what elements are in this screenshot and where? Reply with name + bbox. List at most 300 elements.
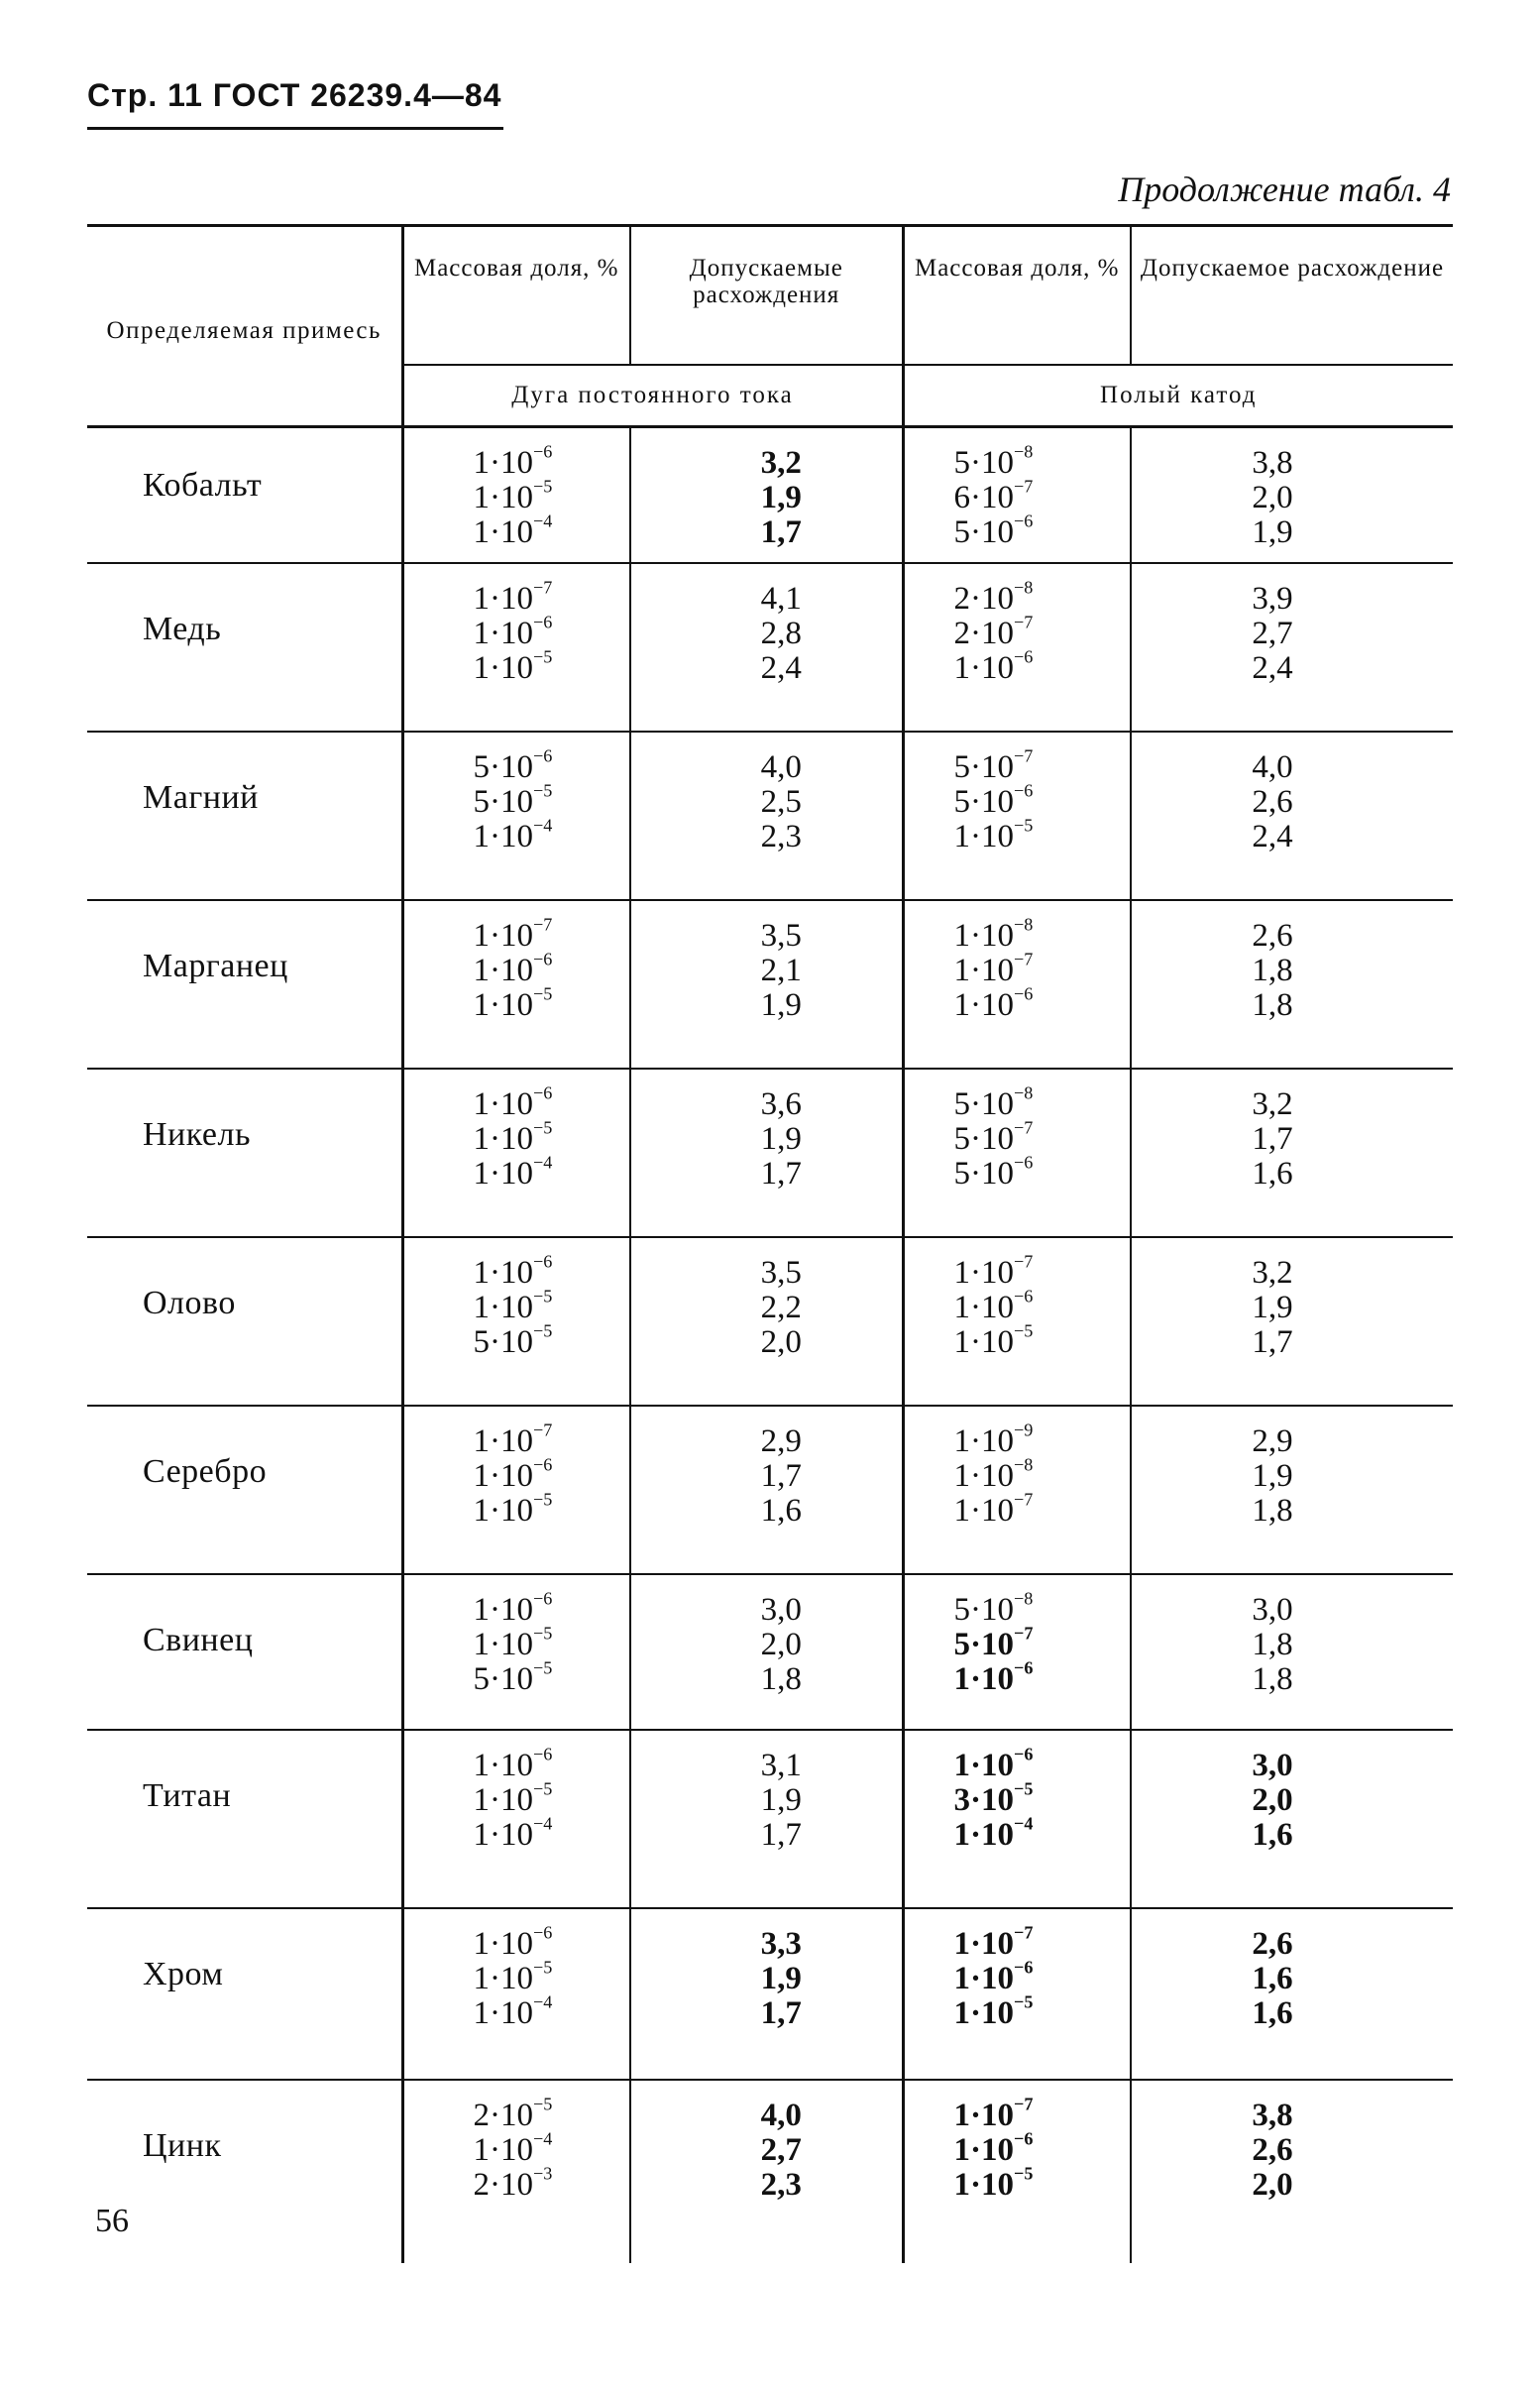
arc-deviation-cell [630,1730,903,1908]
table-row [87,1069,1453,1237]
hc-deviation-cell [1131,1237,1453,1406]
mantissa: 3·10 [953,1782,1015,1818]
exponent: −9 [1014,1420,1034,1440]
mass-fraction-value [953,1251,1131,1291]
deviation-value: 1,9 [760,987,802,1023]
mass-fraction-value [473,1489,630,1529]
mass-fraction-value [953,2094,1131,2133]
exponent: −6 [533,1251,553,1272]
deviation-value: 1,9 [1252,1290,1293,1325]
mantissa: 1·10 [473,987,533,1023]
exponent: −5 [533,476,553,497]
exponent: −4 [1014,1813,1034,1834]
arc-mass-fraction-cell [402,1574,630,1730]
hc-mass-fraction-cell [903,1237,1131,1406]
exponent: −6 [1014,983,1034,1004]
deviation-value: 2,5 [760,784,802,820]
exponent: −5 [533,1489,553,1510]
hc-mass-fraction-cell [903,1406,1131,1574]
exponent: −5 [1014,2163,1034,2184]
hc-deviation-cell [1131,1406,1453,1574]
deviation-value: 2,8 [760,616,802,651]
table-body [87,428,1453,2263]
exponent: −5 [533,2094,553,2114]
mantissa: 1·10 [473,1086,533,1122]
mantissa: 5·10 [953,749,1014,785]
page-header: Стр. 11 ГОСТ 26239.4—84 [87,77,502,113]
exponent: −5 [533,1957,553,1978]
mantissa: 1·10 [473,1458,533,1494]
deviation-value: 2,6 [1252,2132,1293,2168]
mantissa: 5·10 [953,1592,1014,1628]
mass-fraction-value [953,1623,1131,1662]
exponent: −8 [1014,441,1034,462]
deviation-value: 2,0 [1252,2167,1293,2203]
deviation-value: 2,0 [1252,480,1293,515]
exponent: −6 [533,1922,553,1943]
mantissa: 1·10 [473,514,533,550]
exponent: −7 [1014,612,1034,632]
mantissa: 1·10 [473,1423,533,1459]
mantissa: 5·10 [953,1156,1014,1192]
mass-fraction-value [953,914,1131,954]
header-arc-mass-fraction: Массовая доля, % [402,227,630,365]
hc-deviation-cell [1131,1574,1453,1730]
arc-mass-fraction-cell [402,1908,630,2080]
table-row [87,1908,1453,2080]
mantissa: 1·10 [473,616,533,651]
exponent: −6 [533,1744,553,1764]
exponent: −8 [1014,1082,1034,1103]
mass-fraction-value [953,511,1131,550]
exponent: −7 [533,577,553,598]
mantissa: 5·10 [473,1661,533,1697]
arc-deviation-cell [630,428,903,563]
deviation-value: 3,3 [760,1926,802,1962]
deviation-value: 2,0 [1252,1782,1293,1818]
mantissa: 1·10 [953,1817,1015,1853]
exponent: −7 [1014,1922,1034,1943]
mantissa: 1·10 [953,918,1014,954]
deviation-value: 4,0 [760,749,802,785]
mantissa: 1·10 [953,1926,1015,1962]
mantissa: 2·10 [953,616,1014,651]
exponent: −6 [1014,1657,1034,1678]
mantissa: 1·10 [473,1156,533,1192]
exponent: −6 [533,1082,553,1103]
deviation-value: 3,1 [760,1748,802,1783]
mass-fraction-value [953,1152,1131,1192]
mantissa: 1·10 [953,1290,1014,1325]
deviation-value: 3,8 [1252,2098,1293,2133]
table-row [87,732,1453,900]
arc-mass-fraction-cell [402,1406,630,1574]
element-name: Свинец [87,1574,402,1730]
mantissa: 5·10 [953,514,1014,550]
exponent: −8 [1014,577,1034,598]
exponent: −5 [1014,1778,1034,1799]
deviation-value: 1,9 [1252,1458,1293,1494]
deviation-value: 1,8 [1252,953,1293,988]
mass-fraction-value [953,745,1131,785]
mantissa: 1·10 [473,2132,533,2168]
mantissa: 1·10 [473,1995,533,2031]
hc-mass-fraction-cell [903,900,1131,1069]
mass-fraction-value [953,1744,1131,1783]
mass-fraction-value [953,1957,1131,1996]
deviation-value: 1,8 [1252,987,1293,1023]
mantissa: 1·10 [953,1661,1015,1697]
deviation-value: 4,0 [1252,749,1293,785]
hc-mass-fraction-cell [903,563,1131,732]
deviation-value: 3,0 [760,1592,802,1628]
exponent: −6 [533,612,553,632]
arc-deviation-cell [630,1574,903,1730]
impurity-table [87,224,1453,2263]
exponent: −5 [533,983,553,1004]
mass-fraction-value [953,1420,1131,1459]
deviation-value: 1,6 [760,1493,802,1529]
mass-fraction-value [953,1320,1131,1360]
mass-fraction-value [953,983,1131,1023]
mass-fraction-value [953,612,1131,651]
exponent: −5 [533,1320,553,1341]
mantissa: 1·10 [953,2167,1015,2203]
mass-fraction-value [953,1454,1131,1494]
exponent: −7 [1014,1117,1034,1138]
header-hc-allowed-deviation: Допускаемое расхождение [1131,227,1453,365]
mass-fraction-value [953,646,1131,686]
exponent: −4 [533,1152,553,1173]
mantissa: 1·10 [473,1290,533,1325]
mantissa: 1·10 [473,1748,533,1783]
exponent: −6 [533,1588,553,1609]
mantissa: 1·10 [953,1961,1015,1996]
mantissa: 1·10 [473,445,533,481]
deviation-value: 1,7 [1252,1324,1293,1360]
deviation-value: 2,2 [760,1290,802,1325]
mantissa: 1·10 [473,1592,533,1628]
mantissa: 5·10 [953,1086,1014,1122]
exponent: −3 [533,2163,553,2184]
hc-deviation-cell [1131,732,1453,900]
deviation-value: 3,0 [1252,1748,1293,1783]
deviation-value: 2,7 [760,2132,802,2168]
mass-fraction-value [953,1657,1131,1697]
deviation-value: 2,9 [760,1423,802,1459]
mantissa: 5·10 [953,784,1014,820]
table-row [87,1730,1453,1908]
mass-fraction-value [953,1117,1131,1157]
element-name: Медь [87,563,402,732]
deviation-value: 1,6 [1252,1817,1293,1853]
exponent: −7 [533,1420,553,1440]
mantissa: 1·10 [953,953,1014,988]
mass-fraction-value [953,1813,1131,1853]
deviation-value: 2,7 [1252,616,1293,651]
deviation-value: 3,6 [760,1086,802,1122]
arc-mass-fraction-cell [402,1237,630,1406]
table-row [87,1406,1453,1574]
deviation-value: 2,3 [760,2167,802,2203]
deviation-value: 2,6 [1252,918,1293,954]
deviation-value: 3,0 [1252,1592,1293,1628]
arc-deviation-cell [630,2080,903,2263]
exponent: −7 [1014,1489,1034,1510]
deviation-value: 2,4 [1252,650,1293,686]
deviation-value: 2,4 [1252,819,1293,854]
deviation-value: 3,2 [1252,1086,1293,1122]
exponent: −8 [1014,914,1034,935]
deviation-value: 1,7 [760,514,802,550]
mass-fraction-value [953,1588,1131,1628]
deviation-value: 1,8 [1252,1661,1293,1697]
table-row [87,1574,1453,1730]
mantissa: 1·10 [953,650,1014,686]
header-group-arc: Дуга постоянного тока [402,365,903,427]
header-arc-allowed-deviations: Допускаемые расхождения [630,227,903,365]
mantissa: 1·10 [953,1423,1014,1459]
hc-deviation-cell [1131,900,1453,1069]
exponent: −5 [533,646,553,667]
mass-fraction-value [473,1991,630,2031]
mass-fraction-value [473,983,630,1023]
mass-fraction-value [473,1320,630,1360]
exponent: −7 [1014,1251,1034,1272]
deviation-value: 3,2 [1252,1255,1293,1291]
exponent: −5 [533,780,553,801]
exponent: −4 [533,815,553,836]
arc-deviation-cell [630,900,903,1069]
exponent: −7 [1014,949,1034,969]
hc-mass-fraction-cell [903,1730,1131,1908]
mass-fraction-value [953,2128,1131,2168]
element-name: Марганец [87,900,402,1069]
mass-fraction-value [953,815,1131,854]
deviation-value: 2,6 [1252,1926,1293,1962]
exponent: −5 [533,1117,553,1138]
deviation-value: 1,7 [760,1156,802,1192]
deviation-value: 1,9 [760,480,802,515]
page-header-rule [87,127,503,130]
mantissa: 2·10 [473,2167,533,2203]
exponent: −7 [533,914,553,935]
deviation-value: 1,7 [760,1458,802,1494]
deviation-value: 2,3 [760,819,802,854]
exponent: −5 [533,1623,553,1644]
hc-mass-fraction-cell [903,2080,1131,2263]
arc-mass-fraction-cell [402,563,630,732]
mantissa: 1·10 [473,918,533,954]
exponent: −4 [533,511,553,531]
deviation-value: 3,5 [760,918,802,954]
mantissa: 6·10 [953,480,1014,515]
mass-fraction-value [953,1778,1131,1818]
exponent: −6 [1014,1152,1034,1173]
hc-deviation-cell [1131,428,1453,563]
exponent: −7 [1014,745,1034,766]
mantissa: 5·10 [473,1324,533,1360]
element-name: Цинк [87,2080,402,2263]
exponent: −6 [533,441,553,462]
mantissa: 1·10 [953,2098,1015,2133]
mantissa: 1·10 [473,1926,533,1962]
mass-fraction-value [953,949,1131,988]
mass-fraction-value [953,1489,1131,1529]
deviation-value: 3,2 [760,445,802,481]
mantissa: 5·10 [953,445,1014,481]
exponent: −6 [1014,1744,1034,1764]
arc-mass-fraction-cell [402,2080,630,2263]
table-continuation-caption: Продолжение табл. 4 [1118,170,1451,209]
deviation-value: 2,1 [760,953,802,988]
arc-mass-fraction-cell [402,732,630,900]
exponent: −7 [1014,1623,1034,1644]
deviation-value: 1,8 [1252,1627,1293,1662]
arc-deviation-cell [630,1069,903,1237]
deviation-value: 1,8 [1252,1493,1293,1529]
exponent: −5 [1014,815,1034,836]
hc-deviation-cell [1131,563,1453,732]
exponent: −5 [533,1657,553,1678]
mantissa: 1·10 [953,1255,1014,1291]
exponent: −7 [1014,476,1034,497]
arc-deviation-cell [630,563,903,732]
hc-deviation-cell [1131,2080,1453,2263]
mass-fraction-value [953,1082,1131,1122]
element-name: Кобальт [143,467,263,504]
exponent: −4 [533,1813,553,1834]
mantissa: 1·10 [473,1255,533,1291]
header-hc-mass-fraction: Массовая доля, % [903,227,1131,365]
hc-deviation-cell [1131,1069,1453,1237]
element-name: Серебро [87,1406,402,1574]
mass-fraction-value [473,1152,630,1192]
mantissa: 1·10 [953,1493,1014,1529]
mantissa: 1·10 [953,987,1014,1023]
mass-fraction-value [953,577,1131,617]
exponent: −8 [1014,1454,1034,1475]
deviation-value: 1,9 [1252,514,1293,550]
mantissa: 5·10 [473,784,533,820]
arc-deviation-cell [630,1908,903,2080]
table-row [87,563,1453,732]
exponent: −4 [533,2128,553,2149]
table-row [87,1237,1453,1406]
deviation-value: 1,7 [760,1995,802,2031]
element-name: Магний [87,732,402,900]
exponent: −5 [1014,1991,1034,2012]
mantissa: 1·10 [953,819,1014,854]
element-name: Олово [87,1237,402,1406]
arc-mass-fraction-cell [402,900,630,1069]
mantissa: 1·10 [473,1121,533,1157]
mass-fraction-value [473,511,630,550]
deviation-value: 3,8 [1252,445,1293,481]
table-row [87,428,1453,563]
mantissa: 1·10 [473,819,533,854]
hc-mass-fraction-cell [903,1574,1131,1730]
mantissa: 1·10 [473,1817,533,1853]
mass-fraction-value [953,780,1131,820]
exponent: −6 [533,1454,553,1475]
mantissa: 1·10 [473,1493,533,1529]
mass-fraction-value [953,2163,1131,2203]
deviation-value: 2,0 [760,1324,802,1360]
mass-fraction-value [953,441,1131,481]
exponent: −5 [1014,1320,1034,1341]
deviation-value: 4,0 [760,2098,802,2133]
table-row [87,2080,1453,2263]
page-number: 56 [95,2203,129,2239]
exponent: −6 [1014,511,1034,531]
element-name: Хром [87,1908,402,2080]
arc-mass-fraction-cell [402,428,630,563]
exponent: −6 [1014,1957,1034,1978]
exponent: −8 [1014,1588,1034,1609]
header-group-hollow-cathode: Полый катод [903,365,1453,427]
exponent: −6 [1014,646,1034,667]
deviation-value: 1,7 [760,1817,802,1853]
element-name: Никель [87,1069,402,1237]
exponent: −6 [533,745,553,766]
mantissa: 5·10 [473,749,533,785]
table-row [87,900,1453,1069]
deviation-value: 2,6 [1252,784,1293,820]
deviation-value: 1,9 [760,1961,802,1996]
mass-fraction-value [473,646,630,686]
exponent: −6 [533,949,553,969]
hc-mass-fraction-cell [903,1069,1131,1237]
mantissa: 1·10 [953,1748,1015,1783]
exponent: −6 [1014,2128,1034,2149]
mantissa: 2·10 [473,2098,533,2133]
deviation-value: 1,6 [1252,1995,1293,2031]
mantissa: 1·10 [473,1627,533,1662]
exponent: −5 [533,1778,553,1799]
arc-deviation-cell [630,1406,903,1574]
mass-fraction-value [953,1991,1131,2031]
exponent: −6 [1014,1286,1034,1307]
mass-fraction-value [953,476,1131,515]
mantissa: 5·10 [953,1121,1014,1157]
mantissa: 2·10 [953,581,1014,617]
exponent: −7 [1014,2094,1034,2114]
deviation-value: 1,9 [760,1782,802,1818]
hc-deviation-cell [1131,1908,1453,2080]
deviation-value: 4,1 [760,581,802,617]
deviation-value: 1,9 [760,1121,802,1157]
arc-mass-fraction-cell [402,1069,630,1237]
hc-mass-fraction-cell [903,1908,1131,2080]
deviation-value: 1,7 [1252,1121,1293,1157]
arc-deviation-cell [630,732,903,900]
deviation-value: 1,8 [760,1661,802,1697]
mantissa: 1·10 [473,581,533,617]
mass-fraction-value [953,1922,1131,1962]
arc-mass-fraction-cell [402,1730,630,1908]
mantissa: 1·10 [953,1324,1014,1360]
mantissa: 1·10 [473,650,533,686]
hc-deviation-cell [1131,1730,1453,1908]
arc-deviation-cell [630,1237,903,1406]
mass-fraction-value [473,1813,630,1853]
deviation-value: 1,6 [1252,1156,1293,1192]
mantissa: 1·10 [473,1782,533,1818]
mass-fraction-value [473,815,630,854]
mantissa: 1·10 [953,1458,1014,1494]
deviation-value: 2,4 [760,650,802,686]
